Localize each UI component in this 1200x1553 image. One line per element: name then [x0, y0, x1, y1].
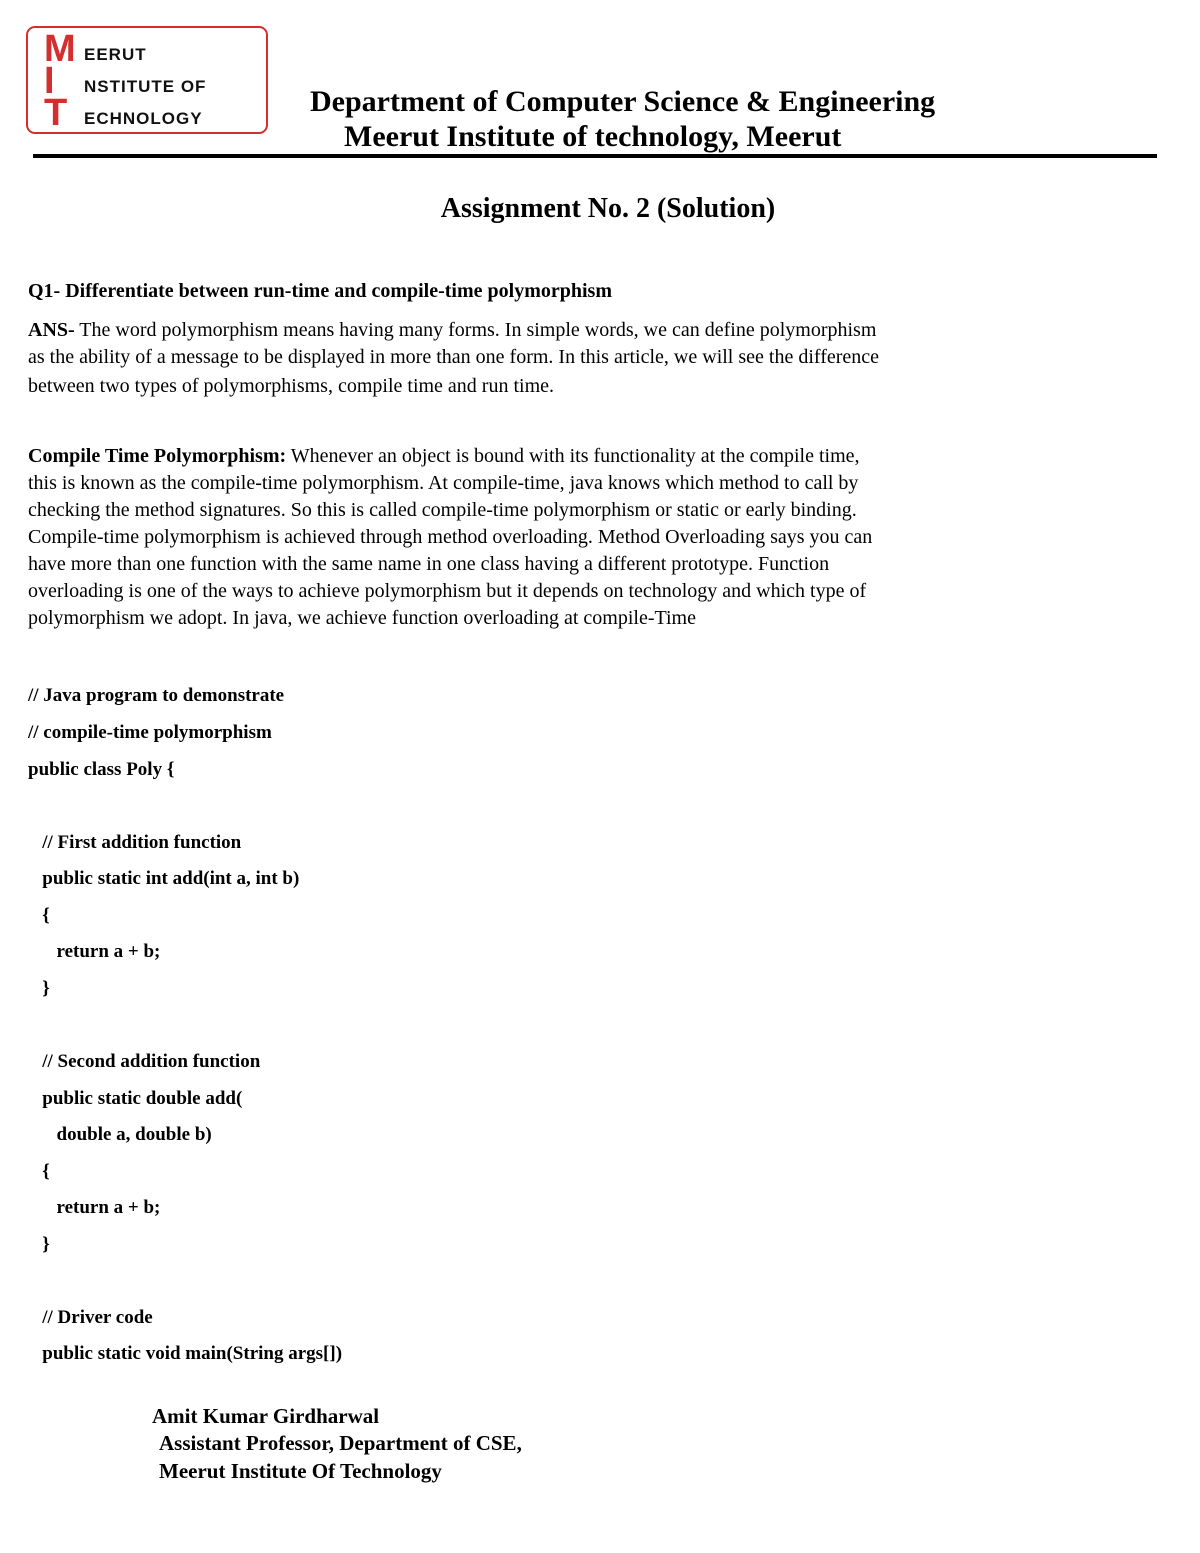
- code-line: {: [28, 1161, 50, 1182]
- code-line: double a, double b): [28, 1124, 212, 1145]
- code-line: }: [28, 1234, 50, 1255]
- answer-paragraph: [28, 317, 1058, 400]
- logo-letter-t: T: [44, 92, 68, 134]
- logo-text-technology: ECHNOLOGY: [84, 109, 203, 128]
- code-line: }: [28, 978, 50, 999]
- compile-time-line: checking the method signatures. So this is called compile-time polymorphism or static or early binding.: [28, 499, 857, 521]
- logo-row-m: [44, 28, 147, 70]
- logo-text-eerut: EERUT: [84, 45, 147, 64]
- compile-time-line: Compile Time Polymorphism: Whenever an object is bound with its functionality at the compile time,: [28, 445, 860, 467]
- code-line: // First addition function: [28, 832, 242, 853]
- compile-time-label: Compile Time Polymorphism:: [28, 445, 287, 467]
- code-line: public class Poly {: [28, 759, 175, 780]
- signature-position: Assistant Professor, Department of CSE,: [159, 1431, 522, 1455]
- code-line: return a + b;: [28, 941, 161, 962]
- signature-name: Amit Kumar Girdharwal: [152, 1404, 380, 1428]
- logo-letter-i: I: [44, 60, 55, 102]
- answer-line: between two types of polymorphisms, compile time and run time.: [28, 375, 555, 397]
- logo-text-institute: NSTITUTE OF: [84, 77, 207, 96]
- code-line: {: [28, 905, 50, 926]
- answer-line: ANS- The word polymorphism means having many forms. In simple words, we can define polymorphism: [28, 319, 877, 341]
- answer-line: as the ability of a message to be displayed in more than one form. In this article, we will see the difference: [28, 346, 880, 368]
- assignment-title: Assignment No. 2 (Solution): [440, 193, 776, 224]
- answer-label: ANS-: [28, 319, 75, 341]
- compile-time-line: this is known as the compile-time polymorphism. At compile-time, java knows which method to call by: [28, 472, 859, 494]
- logo-row-i: [44, 60, 207, 102]
- compile-time-line: have more than one function with the same name in one class having a different prototype. Function: [28, 553, 830, 575]
- compile-time-line: polymorphism we adopt. In java, we achieve function overloading at compile-Time: [28, 607, 696, 629]
- logo-row-t: [44, 92, 203, 134]
- code-line: // Second addition function: [28, 1051, 261, 1072]
- signature-institution: Meerut Institute Of Technology: [159, 1459, 442, 1483]
- compile-time-line: Compile-time polymorphism is achieved through method overloading. Method Overloading says you can: [28, 526, 873, 548]
- compile-time-paragraph: [28, 443, 1058, 632]
- code-line: // Java program to demonstrate: [28, 685, 285, 706]
- institute-logo: [26, 26, 268, 134]
- logo-letter-m: M: [44, 28, 76, 70]
- code-line: public static int add(int a, int b): [28, 868, 300, 889]
- institute-heading: Meerut Institute of technology, Meerut: [344, 120, 842, 153]
- compile-time-line: overloading is one of the ways to achieve polymorphism but it depends on technology and which type of: [28, 580, 867, 602]
- code-line: return a + b;: [28, 1197, 161, 1218]
- code-line: public static void main(String args[]): [28, 1343, 343, 1364]
- code-line: public static double add(: [28, 1088, 243, 1109]
- department-heading: Department of Computer Science & Engineering: [310, 85, 936, 118]
- question-1: Q1- Differentiate between run-time and compile-time polymorphism: [28, 280, 612, 302]
- code-line: // compile-time polymorphism: [28, 722, 272, 743]
- code-line: // Driver code: [28, 1307, 153, 1328]
- header-divider: [33, 154, 1157, 158]
